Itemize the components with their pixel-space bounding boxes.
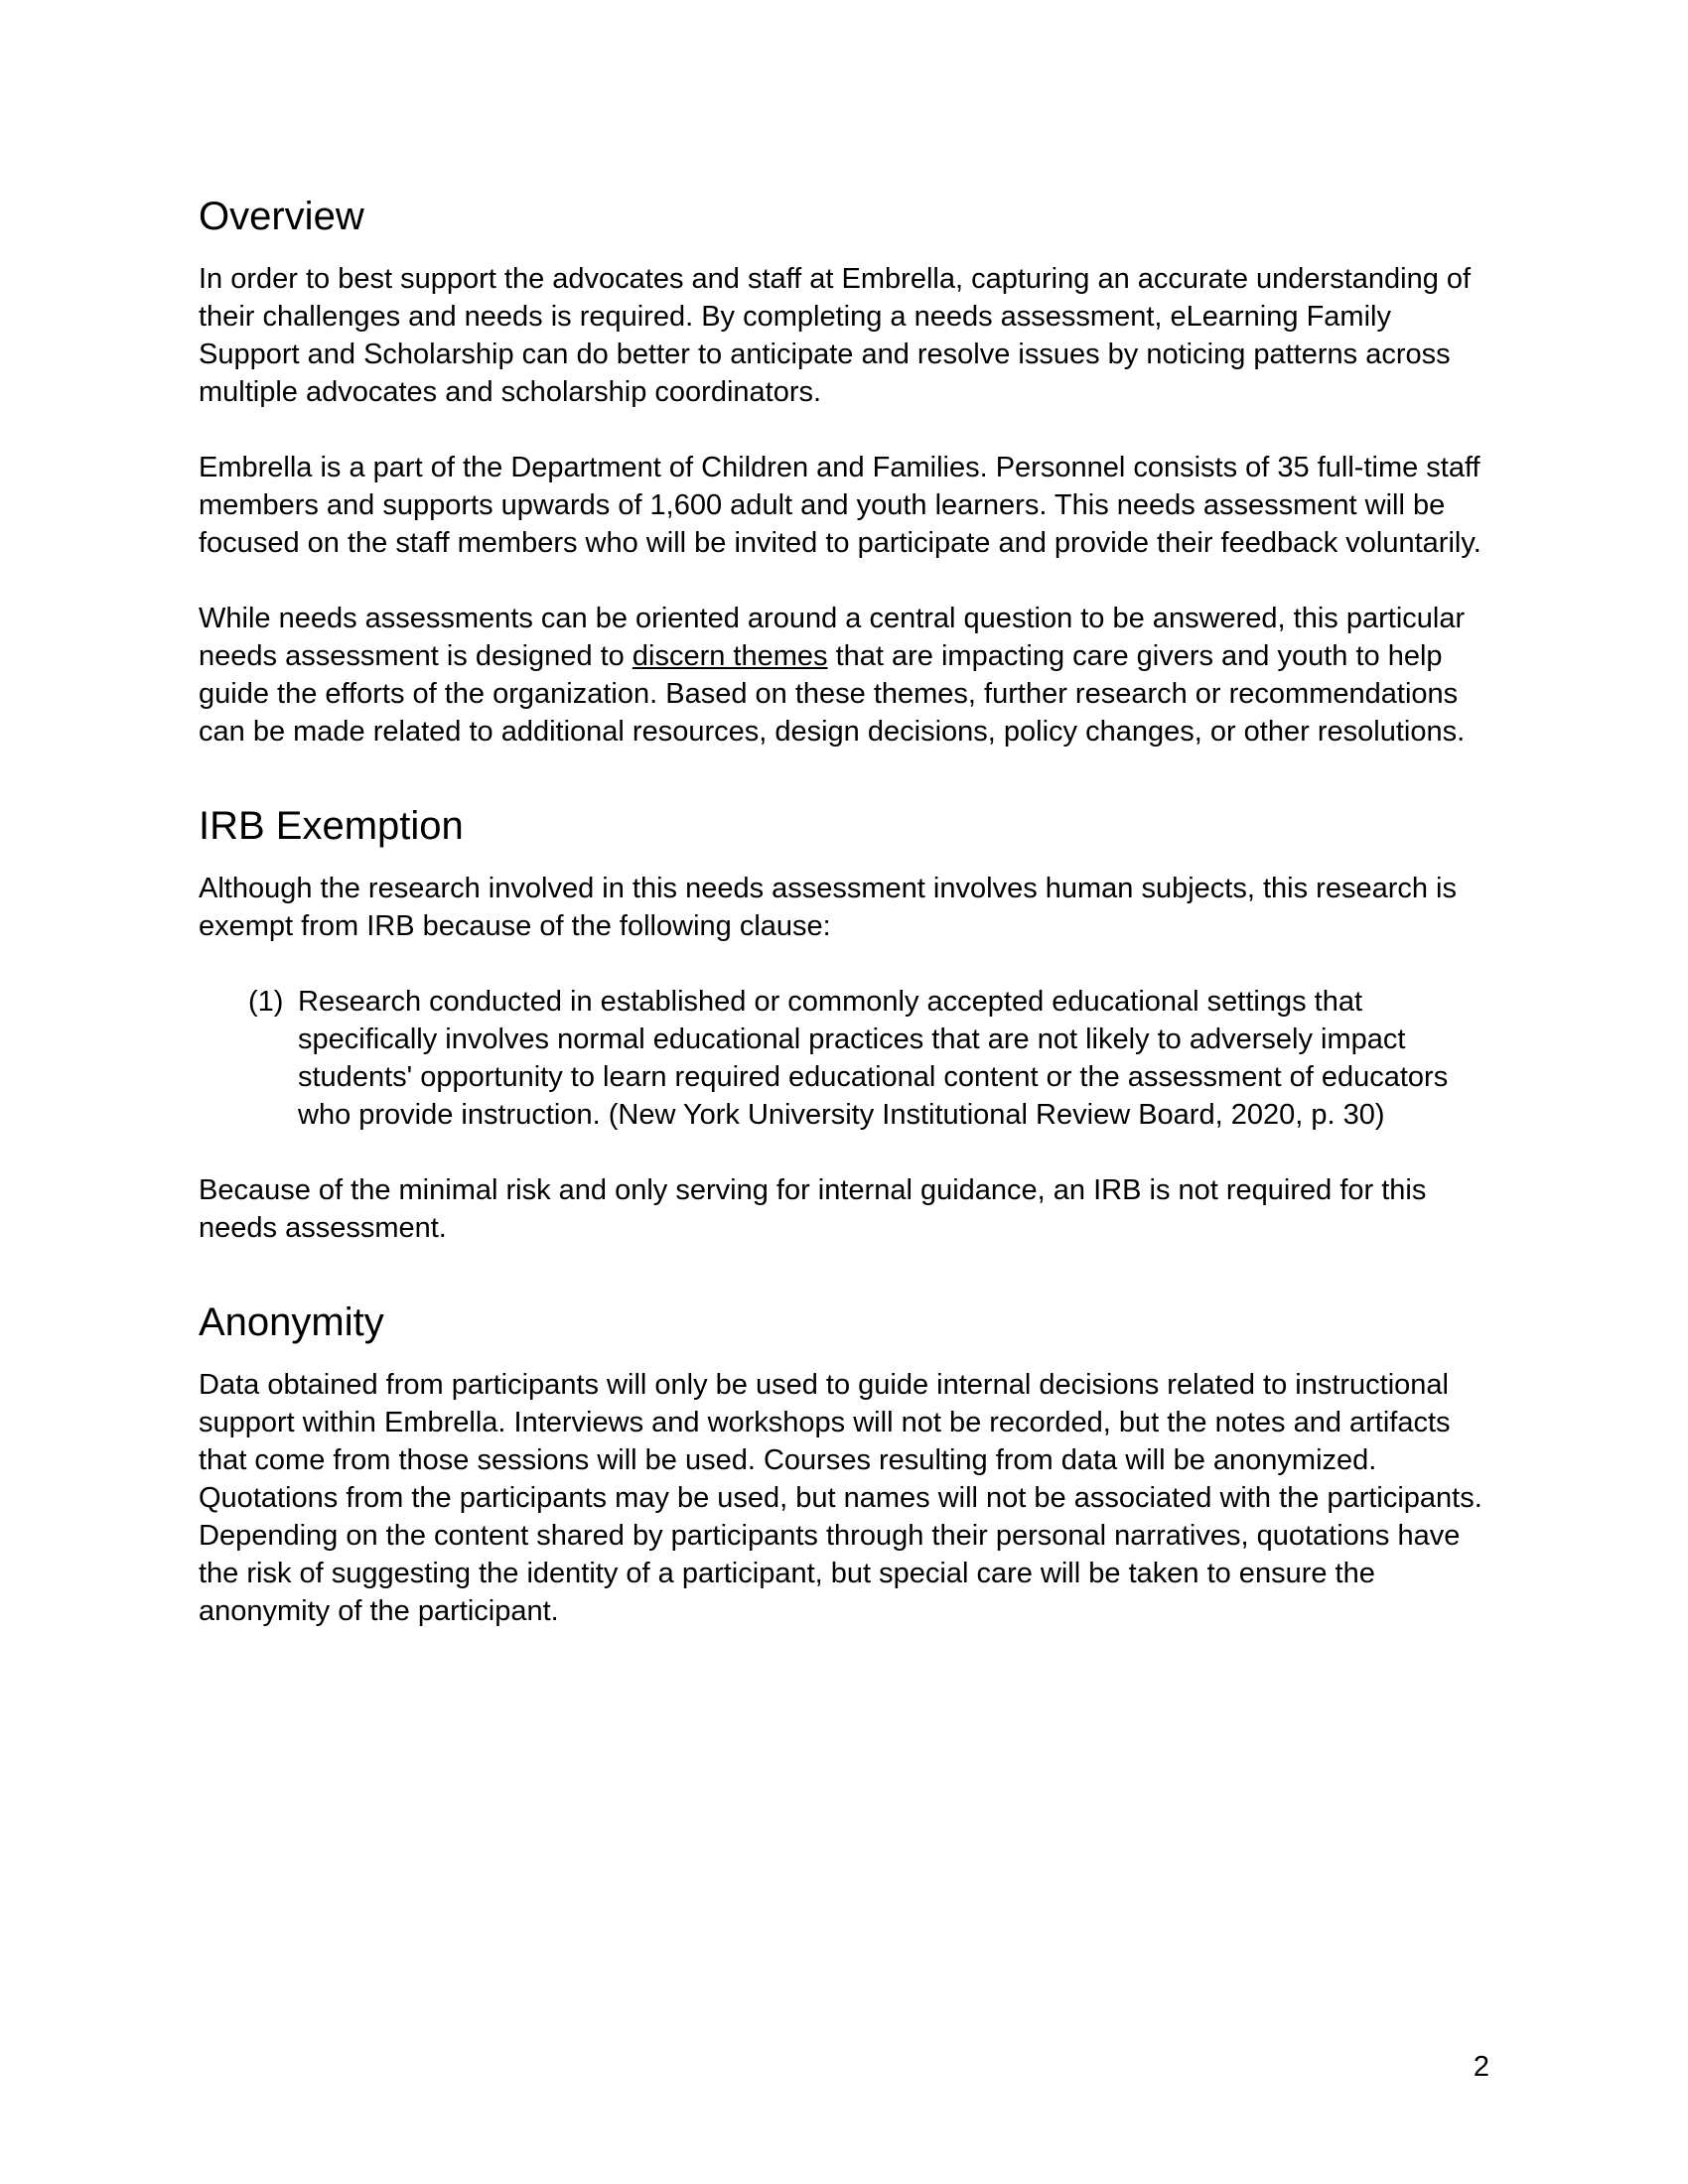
irb-clause-item: [199, 983, 1489, 1134]
irb-exemption-heading: IRB Exemption: [199, 804, 464, 848]
page-number: 2: [1473, 2051, 1489, 2083]
overview-paragraph-3: [199, 600, 1489, 751]
anonymity-heading: Anonymity: [199, 1300, 384, 1344]
irb-clause-list: [199, 983, 1489, 1134]
overview-paragraph-2: Embrella is a part of the Department of Children and Families. Personnel consists of 35 full-time staff members and supports upwards of 1,600 adult and youth learners. This needs assessment will be focused on the staff members who will be invited to participate and provide their feedback voluntarily.: [199, 452, 1481, 559]
irb-paragraph-1: Although the research involved in this needs assessment involves human subjects, this research is exempt from IRB because of the following clause:: [199, 873, 1457, 942]
discern-themes-link[interactable]: discern themes: [632, 640, 828, 672]
overview-paragraph-3-after: that are impacting care givers and youth to help guide the efforts of the organization. Based on these themes, further research or recommendations can be made related to additional resources, design decisions, policy changes, or other resolutions.: [199, 640, 1466, 748]
irb-paragraph-2: Because of the minimal risk and only serving for internal guidance, an IRB is not required for this needs assessment.: [199, 1174, 1427, 1244]
document-page: [199, 191, 1489, 1668]
overview-paragraph-1: In order to best support the advocates and staff at Embrella, capturing an accurate understanding of their challenges and needs is required. By completing a needs assessment, eLearning Family Support and Scholarship can do better to anticipate and resolve issues by noticing patterns across multiple advocates and scholarship coordinators.: [199, 263, 1472, 408]
irb-clause-number: (1): [248, 986, 284, 1018]
anonymity-paragraph-1: Data obtained from participants will only be used to guide internal decisions related to instructional support within Embrella. Interviews and workshops will not be recorded, but the notes and artifacts that come from those sessions will be used. Courses resulting from data will be anonymized. Quotations from the participants may be used, but names will not be associated with the participants. Depending on the content shared by participants through their personal narratives, quotations have the risk of suggesting the identity of a participant, but special care will be taken to ensure the anonymity of the participant.: [199, 1369, 1482, 1627]
overview-heading: Overview: [199, 195, 364, 238]
overview-paragraph-3-before: While needs assessments can be oriented around a central question to be answered, this particular needs assessment is designed to: [199, 603, 1466, 672]
irb-clause-text: Research conducted in established or commonly accepted educational settings that specifically involves normal educational practices that are not likely to adversely impact students' opportunity to learn required educational content or the assessment of educators who provide instruction. (New York University Institutional Review Board, 2020, p. 30): [298, 986, 1449, 1131]
